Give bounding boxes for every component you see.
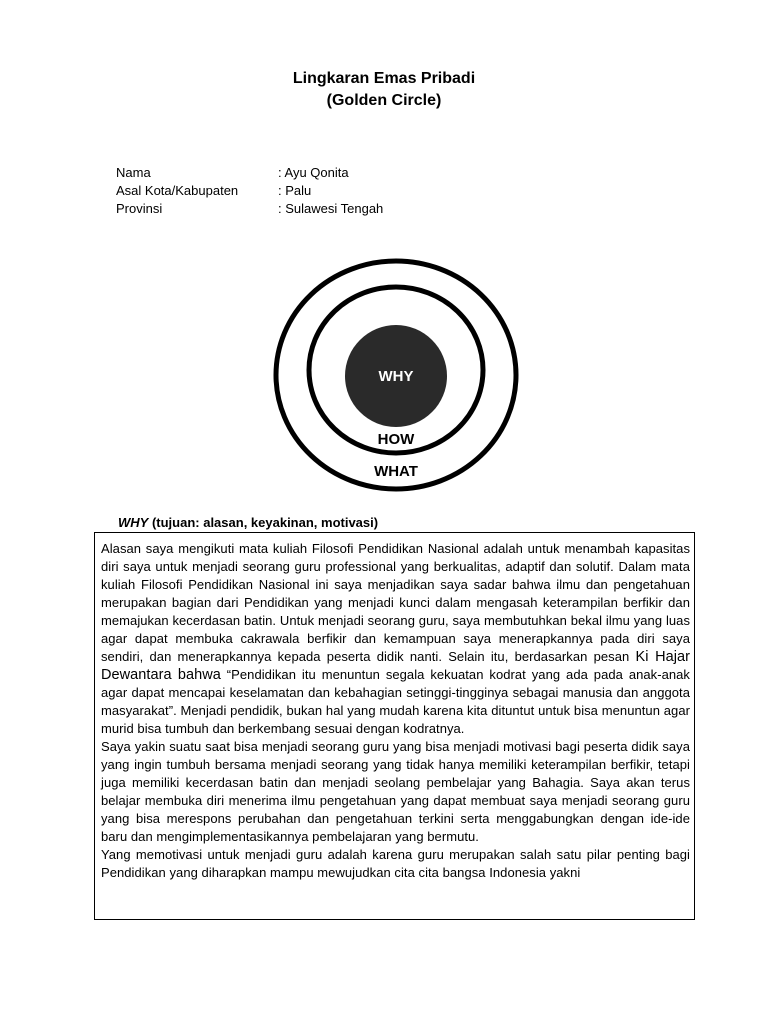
identity-key: Asal Kota/Kabupaten bbox=[116, 183, 239, 198]
identity-row-provinsi bbox=[116, 200, 383, 218]
paragraph-1-quote-source: Ki Hajar Dewantara bahwa bbox=[101, 649, 690, 683]
golden-circle-diagram bbox=[272, 258, 522, 494]
identity-row-kota bbox=[116, 182, 383, 200]
paragraph-2: Saya yakin suatu saat bisa menjadi seorang guru yang bisa menjadi motivasi bagi peserta didik saya yang ingin tumbuh bersama menjadi seorang yang tidak hanya memiliki keterampilan berfikir, tetapi juga memiliki kecerdasan batin dan menjadi seolang pembelajar yang Bahagia. Saya akan terus belajar membuka diri menerima ilmu pengetahuan yang dapat membuat saya menjadi seorang guru yang bisa merespons perubahan dan pengetahuan terkini serta menggabungkan dengan ide-ide baru dan mengimplementasikannya pembelajaran yang bermutu. bbox=[101, 739, 690, 844]
identity-key: Provinsi bbox=[116, 201, 163, 216]
why-label: WHY bbox=[378, 368, 414, 385]
identity-value: : Palu bbox=[278, 183, 312, 198]
why-text-box bbox=[94, 532, 695, 920]
paragraph-1 bbox=[101, 540, 690, 738]
document-title bbox=[0, 68, 768, 112]
paragraph-1-part-b: “Pendidikan itu menuntun segala kekuatan kodrat yang ada pada anak-anak agar dapat mencapai keselamatan dan kebahagian setinggi-tingginya sebagai manusia dan anggota masyarakat”. Menjadi pendidik, bukan hal yang mudah karena kita dituntut untuk bisa menuntun agar murid bisa tumbuh dan berkembang sesuai dengan kodratnya. bbox=[101, 667, 690, 736]
identity-value: : Ayu Qonita bbox=[278, 165, 349, 180]
why-section-heading bbox=[118, 515, 378, 530]
paragraph-3: Yang memotivasi untuk menjadi guru adalah karena guru merupakan salah satu pilar penting bagi Pendidikan yang diharapkan mampu mewujudkan cita cita bangsa Indonesia yakni bbox=[101, 847, 690, 880]
paragraph-1-part-a: Alasan saya mengikuti mata kuliah Filosofi Pendidikan Nasional adalah untuk menambah kapasitas diri saya untuk menjadi seorang guru professional yang berkualitas, adaptif dan solutif. Dalam mata kuliah Filosofi Pendidikan Nasional ini saya menjadikan saya sadar bahwa ilmu dan pengetahuan merupakan bagian dari Pendidikan yang menjadi kunci dalam mengasah keterampilan berfikir dan memajukan kecerdasan batin. Untuk menjadi seorang guru, saya membutuhkan bekal ilmu yang luas agar dapat membuka cakrawala berfikir dan kemampuan saya menerapkannya pada diri saya sendiri, dan menerapkannya kepada peserta didik nanti. Selain itu, berdasarkan pesan bbox=[101, 541, 690, 664]
title-line-1: Lingkaran Emas Pribadi bbox=[292, 70, 476, 87]
golden-circle-svg bbox=[272, 258, 522, 494]
identity-key: Nama bbox=[116, 165, 151, 180]
why-heading-label: WHY bbox=[118, 515, 149, 530]
what-label: WHAT bbox=[374, 463, 418, 480]
how-label: HOW bbox=[377, 431, 415, 448]
identity-value: : Sulawesi Tengah bbox=[278, 201, 384, 216]
title-line-2: (Golden Circle) bbox=[326, 92, 442, 109]
identity-block bbox=[116, 164, 383, 218]
why-heading-suffix: (tujuan: alasan, keyakinan, motivasi) bbox=[148, 515, 379, 530]
identity-row-nama bbox=[116, 164, 383, 182]
